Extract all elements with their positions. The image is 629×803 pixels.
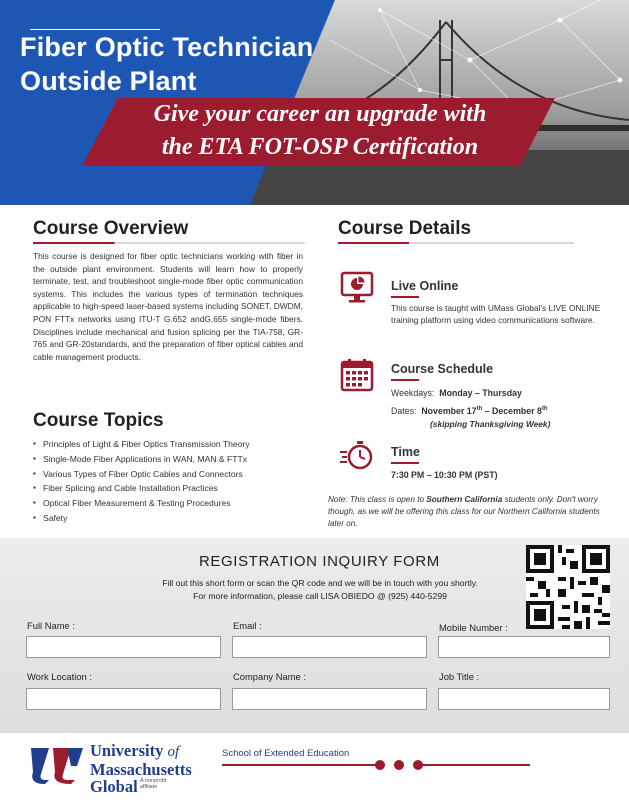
university-name: University of Massachusetts Global	[90, 741, 192, 796]
email-label: Email :	[233, 620, 262, 631]
form-subtitle-line-2: For more information, please call LISA OBIEDO @ (925) 440-5299	[193, 590, 447, 601]
mobile-number-label: Mobile Number :	[439, 622, 508, 633]
live-online-underline	[391, 296, 419, 298]
job-title-field[interactable]	[438, 688, 610, 710]
work-location-label: Work Location :	[27, 671, 92, 682]
job-title-label: Job Title :	[439, 671, 480, 682]
school-divider-line-right	[420, 764, 530, 766]
university-logo-mark	[27, 744, 85, 786]
course-details-heading: Course Details	[338, 218, 472, 239]
time-text: 7:30 PM – 10:30 PM (PST)	[391, 470, 498, 480]
course-topics-heading: Course Topics	[33, 410, 164, 431]
page-title	[20, 30, 313, 98]
company-name-field[interactable]	[232, 688, 427, 710]
live-online-text: This course is taught with UMass Global's LIVE ONLINE training platform using video communications software.	[391, 303, 601, 325]
topic-item: ▪ Fiber Splicing and Cable Installation Practices	[33, 481, 308, 496]
topic-item: ▪ Safety	[33, 511, 308, 526]
topic-item: ▪ Various Types of Fiber Optic Cables and Connectors	[33, 467, 308, 482]
tagline-line-2: the ETA FOT-OSP Certification	[161, 134, 479, 160]
overview-divider	[33, 242, 305, 244]
dates-label: Dates:	[391, 405, 417, 416]
company-name-label: Company Name :	[233, 671, 306, 682]
schedule-underline	[391, 379, 419, 381]
topic-item: ▪ Principles of Light & Fiber Optics Transmission Theory	[33, 437, 308, 452]
form-subtitle	[130, 577, 510, 602]
title-line-1: Fiber Optic Technician	[20, 32, 314, 62]
topic-item: ▪ Optical Fiber Measurement & Testing Procedures	[33, 496, 308, 511]
full-name-label: Full Name :	[27, 620, 75, 631]
date-start: November 17th	[421, 405, 483, 416]
weekdays-value: Monday – Thursday	[439, 388, 522, 398]
tagline	[100, 98, 540, 164]
nonprofit-affiliate-label: A nonprofit affiliate	[140, 778, 167, 790]
topic-item: ▪ Single-Mode Fiber Applications in WAN, MAN & FTTx	[33, 452, 308, 467]
schedule-weekdays	[391, 387, 522, 399]
weekdays-label: Weekdays:	[391, 388, 435, 398]
details-divider	[338, 242, 574, 244]
course-schedule-title: Course Schedule	[391, 362, 494, 376]
school-of-extended-education: School of Extended Education	[222, 748, 350, 759]
form-subtitle-line-1: Fill out this short form or scan the QR code and we will be in touch with you shortly.	[162, 578, 478, 588]
school-divider-line	[222, 764, 380, 766]
full-name-field[interactable]	[26, 636, 221, 658]
title-line-2: Outside Plant	[20, 66, 197, 96]
header-banner	[0, 0, 629, 205]
time-underline	[391, 462, 419, 464]
date-separator: –	[482, 405, 493, 416]
course-overview-heading: Course Overview	[33, 218, 189, 239]
calendar-icon	[339, 357, 375, 393]
date-end: December 8th	[492, 405, 548, 416]
work-location-field[interactable]	[26, 688, 221, 710]
decorative-dot	[375, 760, 385, 770]
regional-note: Note: This class is open to Southern California students only. Don't worry though, as we will be offering this class for our Northern California students later on.	[328, 495, 600, 528]
time-title: Time	[391, 445, 420, 459]
live-online-title: Live Online	[391, 279, 459, 293]
skip-note: (skipping Thanksgiving Week)	[430, 419, 551, 429]
decorative-dot	[394, 760, 404, 770]
tagline-line-1: Give your career an upgrade with	[153, 101, 487, 127]
schedule-dates	[391, 403, 548, 417]
stopwatch-icon	[339, 437, 375, 473]
course-overview-text: This course is designed for fiber optic technicians working with fiber in the outside plant environment. Students will learn how to properly terminate, test, and troubleshoot single-mode fiber optic communication systems. This includes the various types of termination techniques applicable to high-speed laser-based systems including SONET, DWDM, PON FTTx networks using ITU-T G.652 andG.655 single-mode fibers. Disciplines include mechanical and fusion splicing per the TIA-758, GR-765 and GR-20standards, and the preparation of fiber optical cables and cable management products.	[33, 251, 303, 362]
email-field[interactable]	[232, 636, 427, 658]
computer-screen-icon	[339, 270, 375, 306]
qr-code-icon[interactable]	[526, 545, 610, 629]
form-title: REGISTRATION INQUIRY FORM	[199, 553, 440, 570]
mobile-number-field[interactable]	[438, 636, 610, 658]
course-topics-list	[33, 437, 308, 526]
